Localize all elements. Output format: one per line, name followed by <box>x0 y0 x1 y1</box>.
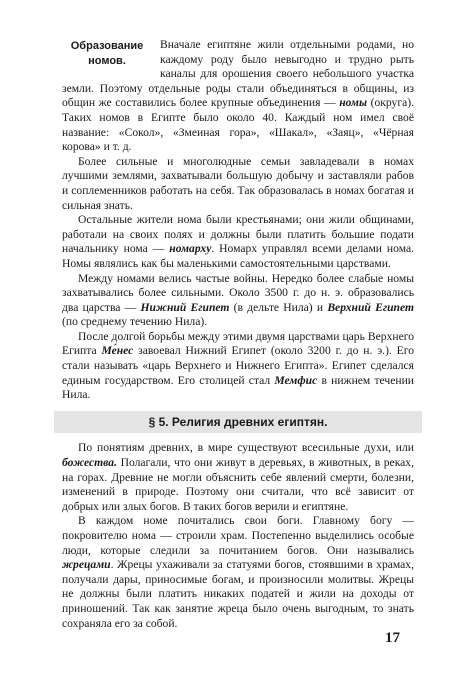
text-run: в нижнем течении Нила. <box>62 373 414 402</box>
text-run: Полагали, что они живут в деревьях, в животных, в реках, на горах. Древние не могли объяснить себе явлений смерти, болезни, изменений в природе. Поэтому они считали, что всё зависит от добрых или злых богов. В таких богов верили и египтяне. <box>62 456 414 513</box>
text-run: Вначале египтяне жили отдельными родами, но каждому роду было невыгодно и трудно рыть каналы для орошения своего небольшого участка земли. Поэтому отдельные роды стали объединяться в общины, из общин же составились более крупные объединения — <box>62 38 414 110</box>
text-run: Остальные жители нома были крестьянами; они жили общинами, работали на своих полях и должны были платить большие подати начальнику нома — <box>62 213 414 256</box>
text-run: завоевал Нижний Египет (около 3200 г. до н. э.). Его стали называть «царь Верхнего и Нижнего Египта». Египет сделался единым государством. Его столицей стал <box>62 344 415 387</box>
text-body <box>62 38 414 631</box>
text-run: В каждом номе почитались свои боги. Главному богу — покровителю нома — строили храм. Постепенно выделились особые люди, которые следили за почитанием богов. Они назывались <box>62 514 414 557</box>
sidebar-heading: Образование номов. <box>70 40 144 67</box>
text-run: Между номами велись частые войны. Нередко более слабые номы захватывались более сильными. Около 3500 г. до н. э. образовались два царства — <box>62 271 414 314</box>
emphasized-term: номы <box>339 96 368 110</box>
paragraph <box>62 441 414 514</box>
paragraph <box>62 514 414 631</box>
text-run: (округа). Таких номов в Египте было около 40. Каждый ном имел своё название: «Сокол», «Змеиная гора», «Шакал», «Заяц», «Чёрная корова» и т. д. <box>62 96 414 154</box>
text-run: Более сильные и многолюдные семьи завладевали в номах лучшими землями, захватывали большую добычу и заставляли рабов и соплеменников работать на себя. Так образовалась в номах богатая и сильная знать. <box>62 154 414 212</box>
text-run: (в дельте Нила) и <box>229 300 328 314</box>
emphasized-term: Нижний Египет <box>140 300 230 314</box>
paragraph <box>62 330 414 403</box>
emphasized-term: жрецами <box>62 558 111 572</box>
emphasized-term: Верхний Египет <box>327 300 415 314</box>
text-run: . Жрецы ухаживали за статуями богов, стоявшими в храмах, получали дары, приносимые богам, и произносили молитвы. Жрецы не должны были платить никаких податей и жили на доходы от приношений. Так как занятие жреца было очень выгодным, то знать сохраняла его за собой. <box>62 558 414 630</box>
section-title: § 5. Религия древних египтян. <box>54 411 422 434</box>
section-5-paragraphs <box>62 441 414 631</box>
paragraph <box>62 272 414 330</box>
section-4-paragraphs <box>62 38 414 403</box>
emphasized-term: божества. <box>62 456 117 470</box>
text-run: (по среднему течению Нила). <box>62 315 208 329</box>
text-run: . Номарх управлял всеми делами нома. Номы являлись как бы маленькими самостоятельными царствами. <box>62 242 414 270</box>
paragraph <box>62 155 414 213</box>
emphasized-term: номарху <box>169 242 212 256</box>
emphasized-term: Мемфис <box>274 373 318 387</box>
emphasized-term: Ме́нес <box>101 344 134 358</box>
paragraph <box>62 213 414 271</box>
page-number: 17 <box>385 630 400 646</box>
text-run: После долгой борьбы между этими двумя царствами царь Верхнего Египта <box>62 329 414 358</box>
text-run: По понятиям древних, в мире существуют всесильные духи, или <box>78 441 414 455</box>
